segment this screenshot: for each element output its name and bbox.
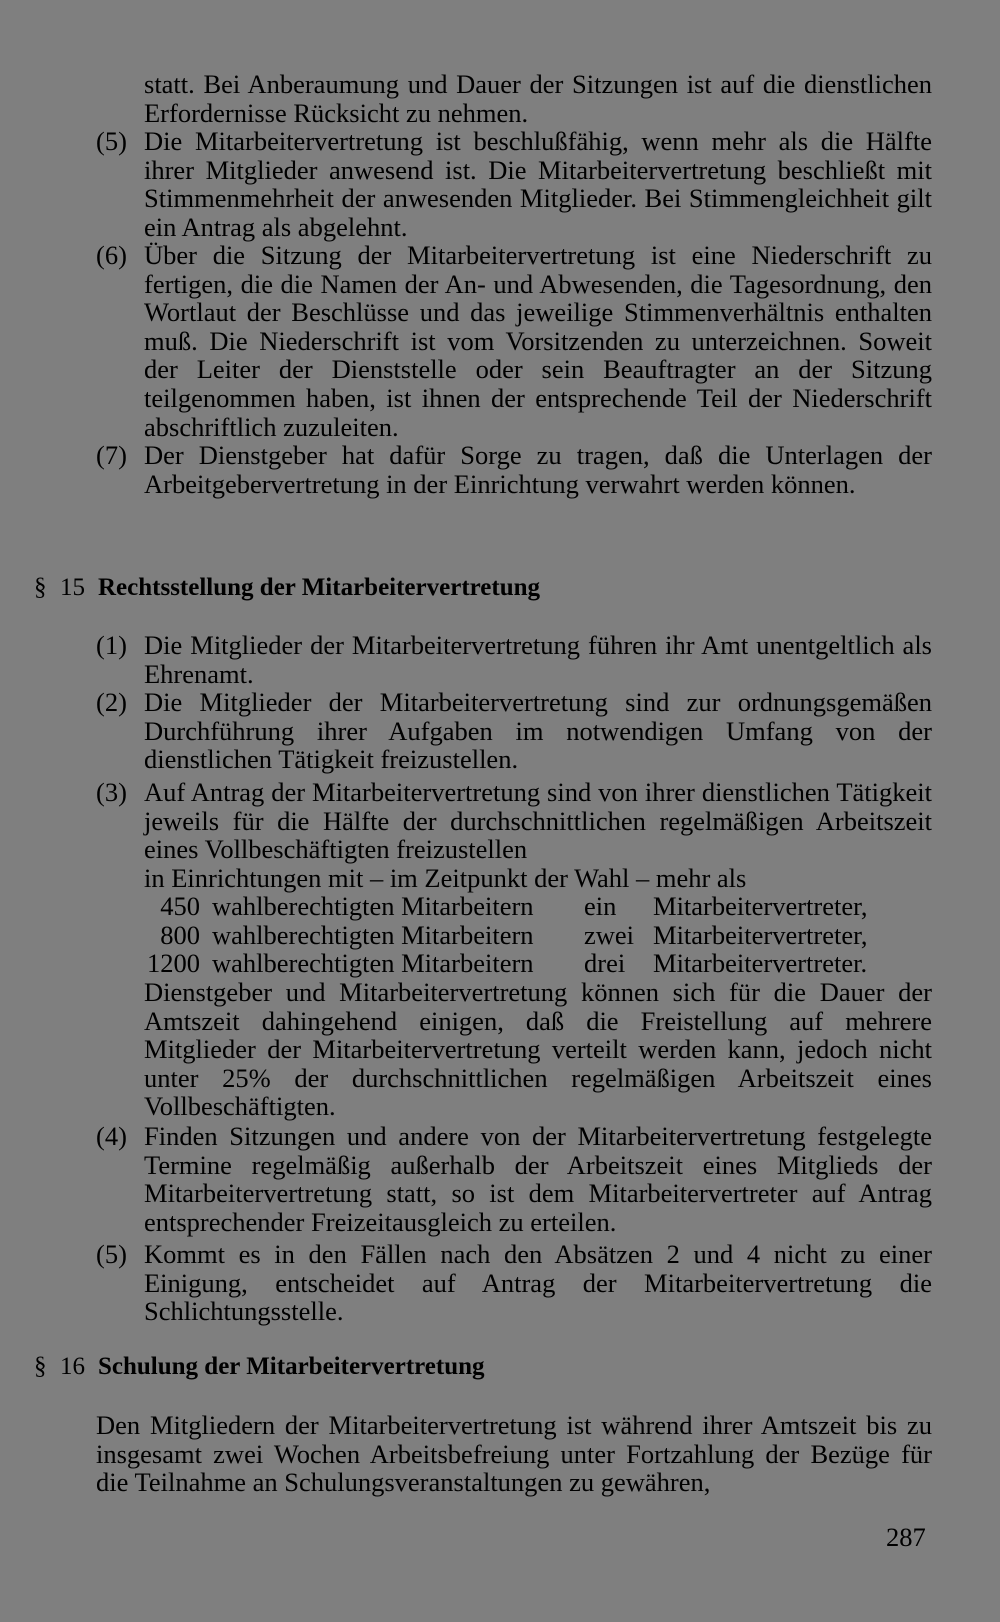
item-text: Die Mitglieder der Mitarbeitervertretung führen ihr Amt unentgeltlich als Ehrenamt.	[144, 630, 932, 689]
table-row	[144, 949, 904, 978]
item-text: Die Mitarbeitervertretung ist beschlußfähig, wenn mehr als die Hälfte ihrer Mitglieder anwesend ist. Die Mitarbeitervertretung beschließt mit Stimmenmehrheit der anwesenden Mitglieder. Bei Stimmengleichheit gilt ein Antrag als abgelehnt.	[144, 126, 932, 242]
list-item	[96, 778, 932, 892]
list-item	[96, 241, 932, 441]
table-row	[144, 921, 904, 950]
representative-role: Mitarbeitervertreter.	[653, 948, 868, 979]
list-item	[96, 1122, 932, 1236]
item-text: Über die Sitzung der Mitarbeitervertretung ist eine Niederschrift zu fertigen, die die Namen der An- und Abwesenden, die Tagesordnung, den Wortlaut der Beschlüsse und das jeweilige Stimmenverhältnis enthalten muß. Die Niederschrift ist vom Vorsitzenden zu unterzeichnen. Soweit der Leiter der Dienststelle oder sein Beauftragter an der Sitzung teilgenommen haben, ist ihnen der entsprechende Teil der Niederschrift abschriftlich zuzuleiten.	[144, 240, 932, 442]
section-sign: §	[34, 574, 47, 601]
representative-role: Mitarbeitervertreter,	[653, 891, 868, 921]
table-row	[144, 892, 904, 921]
employee-count: 800	[160, 919, 200, 950]
item-number: (5)	[96, 1239, 127, 1269]
section-title: Rechtsstellung der Mitarbeitervertretung	[98, 574, 541, 601]
item-text: Finden Sitzungen und andere von der Mitarbeitervertretung festgelegte Termine regelmäßig außerhalb der Arbeitszeit eines Mitglieds der Mitarbeitervertretung statt, so ist dem Mitarbeitervertreter auf Antrag entsprechender Freizeitausgleich zu erteilen.	[144, 1121, 932, 1237]
employee-label: wahlberechtigten Mitarbeitern	[212, 919, 534, 950]
item-text: Dienstgeber und Mitarbeitervertretung können sich für die Dauer der Amtszeit dahingehend einigen, daß die Freistellung auf mehrere Mitglieder der Mitarbeitervertretung verteilt werden kann, jedoch nicht unter 25% der durchschnittlichen regelmäßigen Arbeitszeit eines Vollbeschäftigten.	[144, 977, 932, 1122]
representative-count-word: ein	[584, 891, 617, 921]
list-item	[96, 441, 932, 498]
representative-count-word: drei	[584, 948, 626, 979]
employee-label: wahlberechtigten Mitarbeitern	[212, 948, 534, 979]
item-number: (5)	[96, 126, 127, 156]
employee-label: wahlberechtigten Mitarbeitern	[212, 891, 534, 921]
section-number: 15	[60, 574, 85, 601]
item-text: Kommt es in den Fällen nach den Absätzen 2 und 4 nicht zu einer Einigung, entscheidet auf Antrag der Mitarbeitervertretung die Schlichtungsstelle.	[144, 1239, 932, 1327]
section-number: 16	[60, 1353, 85, 1380]
employee-count: 1200	[147, 948, 200, 979]
employee-count: 450	[160, 891, 200, 921]
continuation-paragraph	[96, 70, 932, 127]
item-text: Auf Antrag der Mitarbeitervertretung sind von ihrer dienstlichen Tätigkeit jeweils für die Hälfte der durchschnittlichen regelmäßigen Arbeitszeit eines Vollbeschäftigten freizustellen	[144, 777, 932, 865]
item-number: (7)	[96, 440, 127, 470]
list-item	[96, 1240, 932, 1326]
item-number: (6)	[96, 240, 127, 270]
page-number: 287	[886, 1522, 926, 1552]
item-number: (3)	[96, 777, 127, 807]
section-16-paragraph: Den Mitgliedern der Mitarbeitervertretung ist während ihrer Amtszeit bis zu insgesamt zwei Wochen Arbeitsbefreiung unter Fortzahlung der Bezüge für die Teilnahme an Schulungsveranstaltungen zu gewähren,	[96, 1410, 932, 1498]
staffing-table	[144, 892, 904, 978]
item-number: (4)	[96, 1121, 127, 1151]
item-text: Die Mitglieder der Mitarbeitervertretung sind zur ordnungsgemäßen Durchführung ihrer Aufgaben im notwendigen Umfang von der dienstlichen Tätigkeit freizustellen.	[144, 687, 932, 775]
item-text-continuation: in Einrichtungen mit – im Zeitpunkt der Wahl – mehr als	[144, 862, 747, 893]
list-item	[96, 127, 932, 241]
list-item	[96, 631, 932, 688]
item-number: (2)	[96, 687, 127, 717]
item-number: (1)	[96, 630, 127, 660]
list-item-continuation	[96, 978, 932, 1121]
section-heading-16	[34, 1352, 485, 1382]
representative-role: Mitarbeitervertreter,	[653, 919, 868, 950]
section-heading-15	[34, 573, 540, 603]
representative-count-word: zwei	[584, 919, 635, 950]
section-sign: §	[34, 1353, 47, 1380]
section-title: Schulung der Mitarbeitervertretung	[98, 1353, 485, 1380]
paragraph-text: statt. Bei Anberaumung und Dauer der Sitzungen ist auf die dienstlichen Erfordernisse Rücksicht zu nehmen.	[144, 69, 932, 128]
list-item	[96, 688, 932, 774]
item-text: Der Dienstgeber hat dafür Sorge zu tragen, daß die Unterlagen der Arbeitgebervertretung in der Einrichtung verwahrt werden können.	[144, 440, 932, 499]
